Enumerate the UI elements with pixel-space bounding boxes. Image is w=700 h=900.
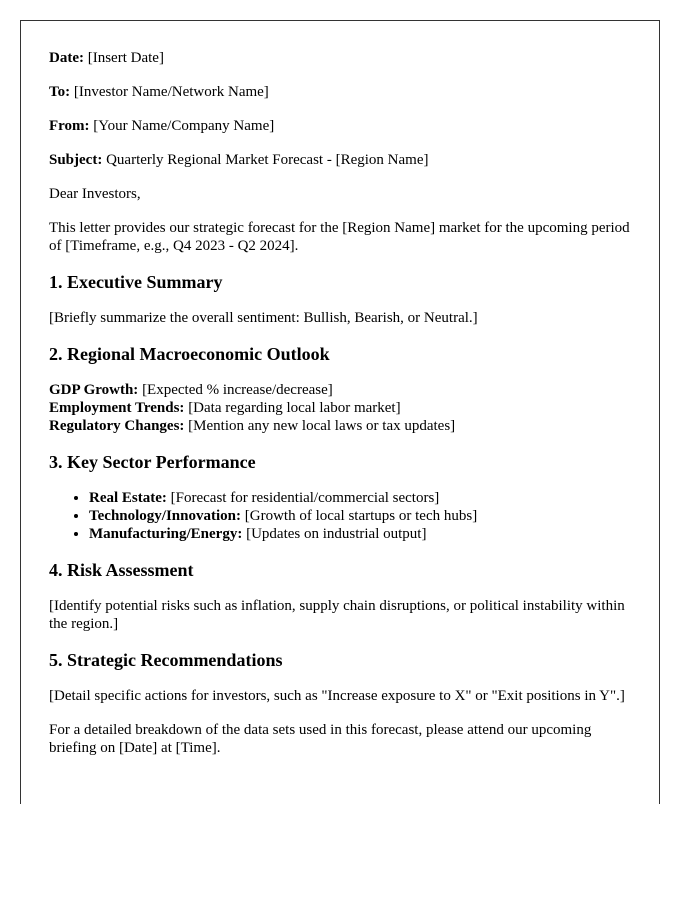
from-value: [Your Name/Company Name] (93, 118, 275, 134)
macro-item-value: [Expected % increase/decrease] (142, 382, 333, 398)
salutation: Dear Investors, (49, 186, 141, 202)
sector-value: [Forecast for residential/commercial sectors] (170, 490, 440, 506)
macro-item (49, 381, 631, 399)
sector-value: [Growth of local startups or tech hubs] (244, 508, 478, 524)
sector-label: Real Estate: (89, 490, 167, 506)
sector-performance-heading: 3. Key Sector Performance (49, 452, 256, 472)
macro-item-value: [Mention any new local laws or tax updates] (188, 418, 456, 434)
closing-paragraph: For a detailed breakdown of the data sets used in this forecast, please attend our upcoming briefing on [Date] at [Time]. (49, 722, 592, 756)
executive-summary-body: [Briefly summarize the overall sentiment: Bullish, Bearish, or Neutral.] (49, 310, 478, 326)
to-value: [Investor Name/Network Name] (73, 84, 269, 100)
date-line (49, 49, 631, 67)
sector-label: Technology/Innovation: (89, 508, 241, 524)
macro-item-value: [Data regarding local labor market] (188, 400, 401, 416)
macro-outlook-list (49, 381, 631, 435)
macro-item-label: Regulatory Changes: (49, 418, 185, 434)
recommendations-body: [Detail specific actions for investors, such as "Increase exposure to X" or "Exit positions in Y".] (49, 688, 625, 704)
to-line (49, 83, 631, 101)
list-item (89, 489, 631, 507)
date-value: [Insert Date] (87, 50, 164, 66)
intro-paragraph: This letter provides our strategic forecast for the [Region Name] market for the upcoming period of [Timeframe, e.g., Q4 2023 - Q2 2024]. (49, 220, 630, 254)
subject-label: Subject: (49, 152, 103, 168)
recommendations-heading: 5. Strategic Recommendations (49, 650, 283, 670)
list-item (89, 507, 631, 525)
sector-value: [Updates on industrial output] (246, 526, 427, 542)
risk-assessment-body: [Identify potential risks such as inflation, supply chain disruptions, or political instability within the region.] (49, 598, 625, 632)
risk-assessment-heading: 4. Risk Assessment (49, 560, 194, 580)
sector-label: Manufacturing/Energy: (89, 526, 243, 542)
subject-line (49, 151, 631, 169)
executive-summary-heading: 1. Executive Summary (49, 272, 223, 292)
subject-value: Quarterly Regional Market Forecast - [Region Name] (106, 152, 429, 168)
date-label: Date: (49, 50, 84, 66)
macro-item (49, 417, 631, 435)
macro-item-label: GDP Growth: (49, 382, 139, 398)
letter-header (49, 49, 631, 169)
letter-page (20, 20, 660, 804)
sector-performance-list (49, 489, 631, 543)
macro-item (49, 399, 631, 417)
from-line (49, 117, 631, 135)
to-label: To: (49, 84, 71, 100)
macro-item-label: Employment Trends: (49, 400, 185, 416)
macro-outlook-heading: 2. Regional Macroeconomic Outlook (49, 344, 330, 364)
from-label: From: (49, 118, 90, 134)
list-item (89, 525, 631, 543)
